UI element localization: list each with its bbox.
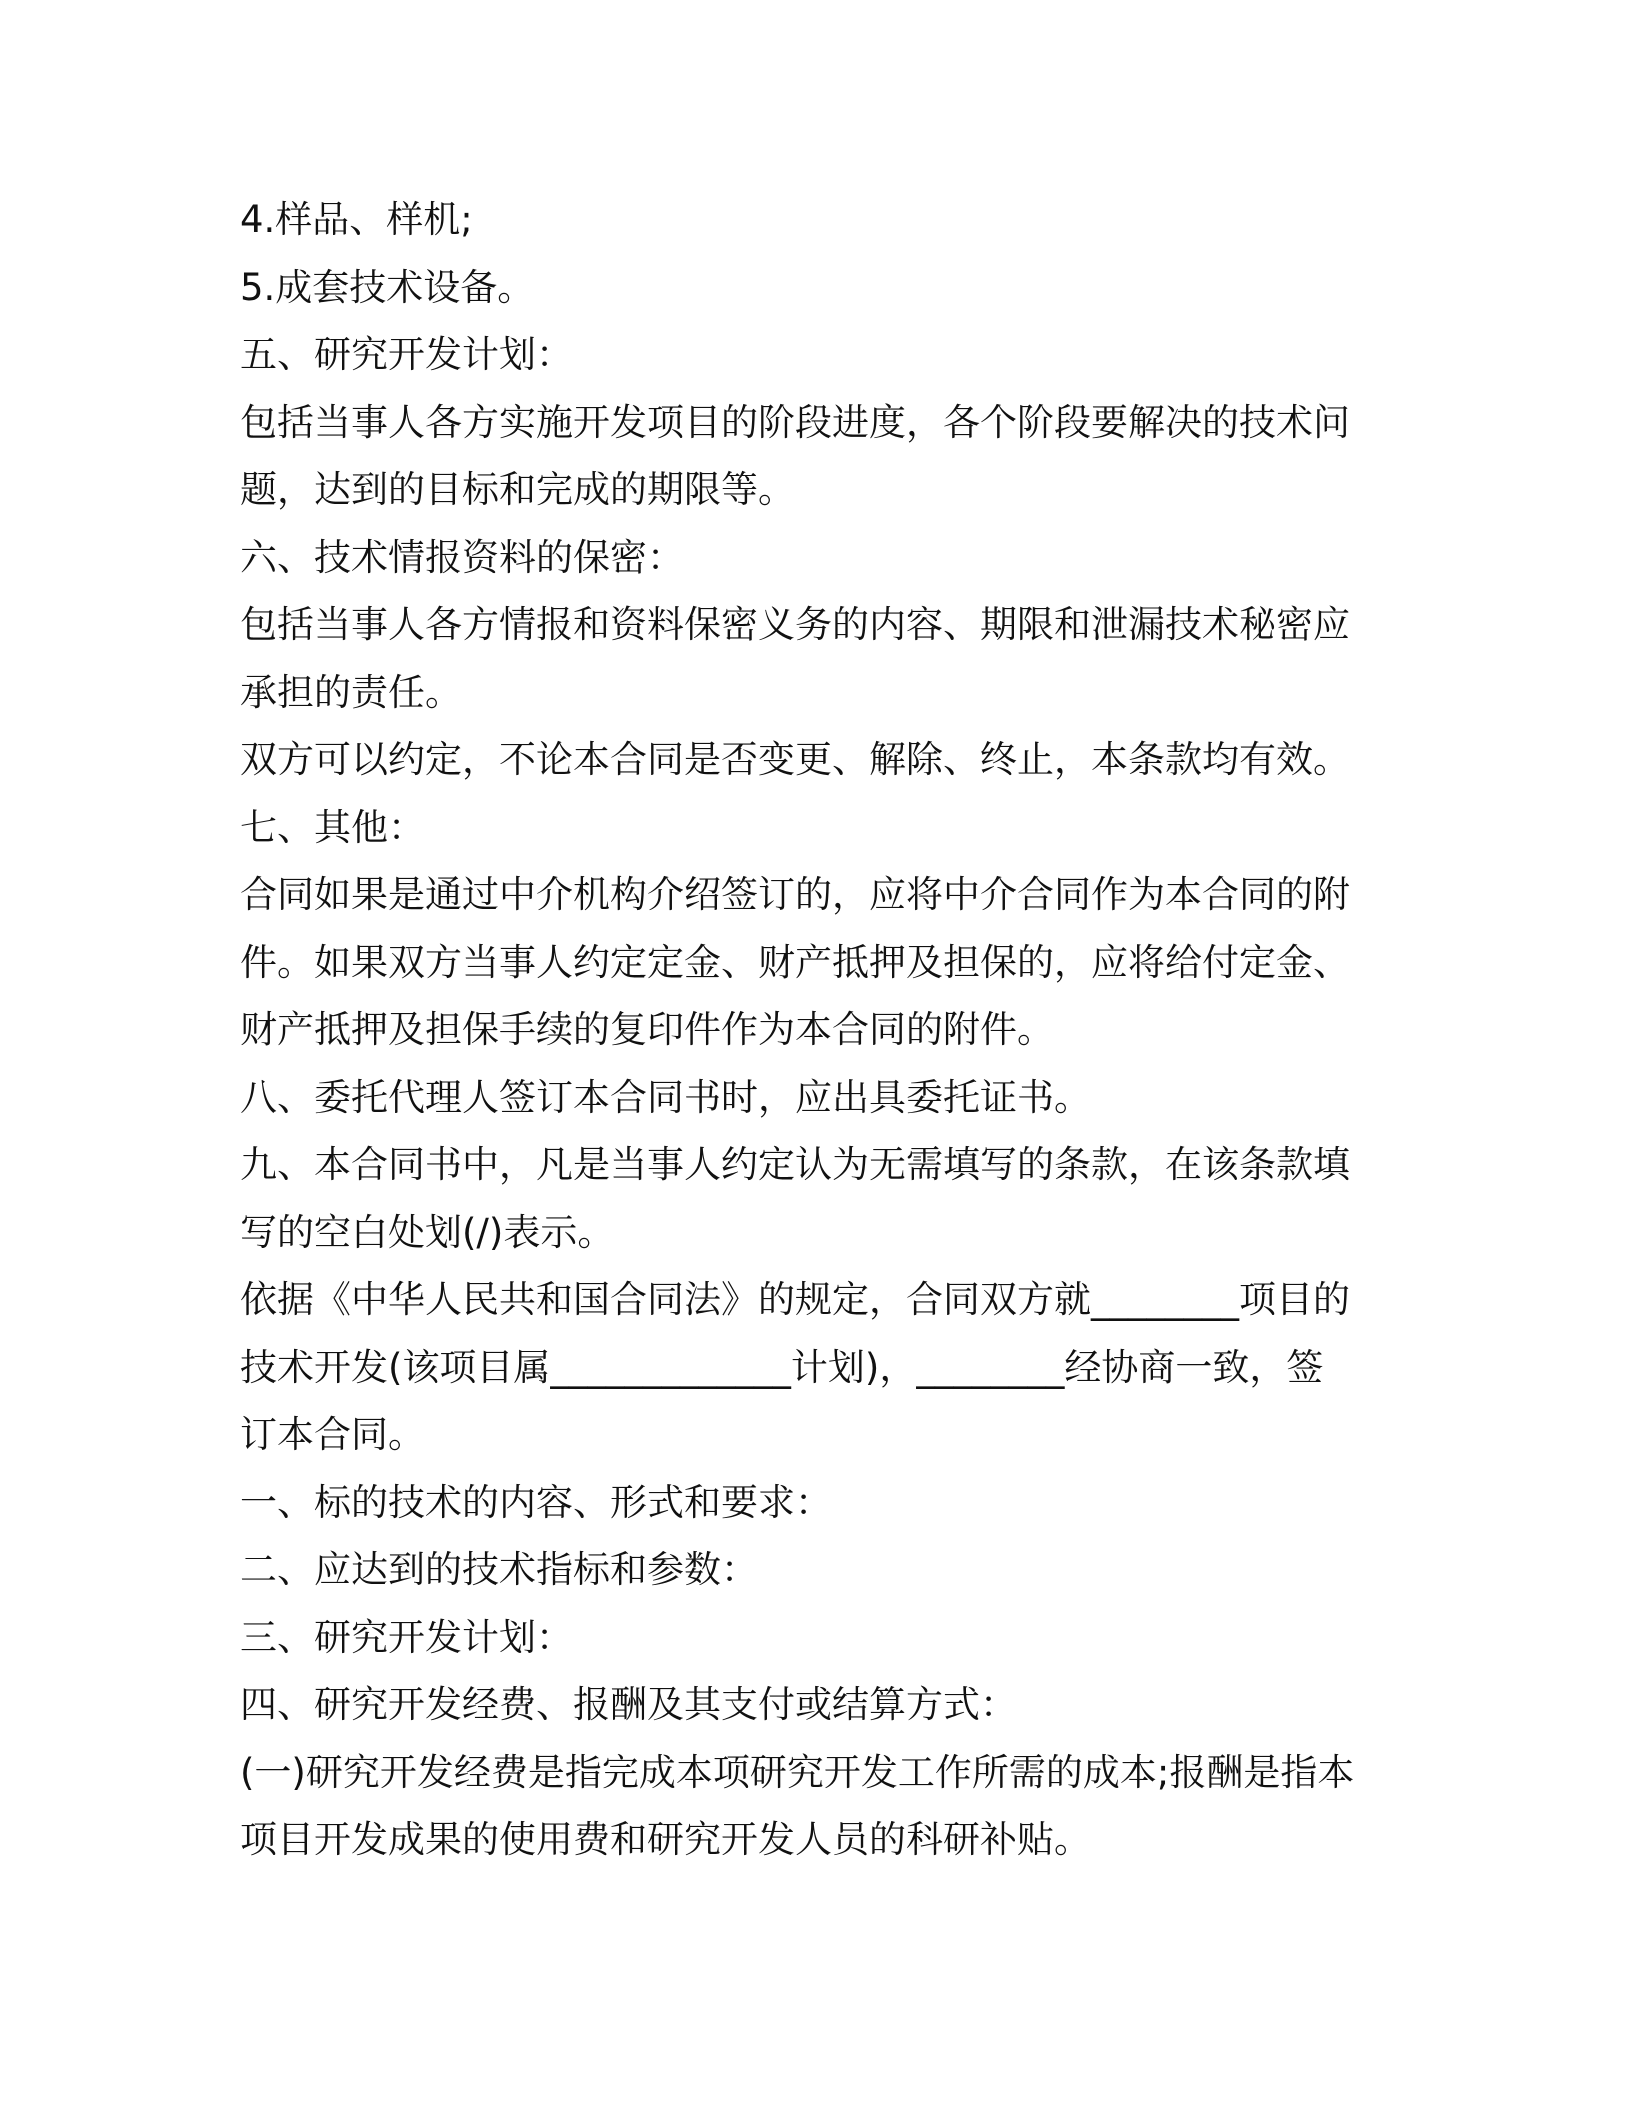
section-heading-2: 二、应达到的技术指标和参数： [240,1548,758,1591]
preamble-line: 依据《中华人民共和国合同法》的规定，合同双方就________项目的 [240,1278,1350,1321]
section-heading-6: 六、技术情报资料的保密： [240,535,684,579]
paragraph-line: 双方可以约定，不论本合同是否变更、解除、终止，本条款均有效。 [240,738,1350,781]
section-heading-7: 七、其他： [240,805,425,849]
paragraph-line: 包括当事人各方情报和资料保密义务的内容、期限和泄漏技术秘密应 [240,603,1350,646]
paragraph-line: 合同如果是通过中介机构介绍签订的，应将中介合同作为本合同的附 [240,873,1350,916]
section-heading-8: 八、委托代理人签订本合同书时，应出具委托证书。 [240,1075,1091,1119]
paragraph-line: 包括当事人各方实施开发项目的阶段进度，各个阶段要解决的技术问 [240,400,1350,444]
section-heading-9: 九、本合同书中，凡是当事人约定认为无需填写的条款，在该条款填 [240,1143,1350,1186]
section-heading-5: 五、研究开发计划： [240,333,573,376]
list-item-samples: 4.样品、样机; [240,198,473,241]
paragraph-line: 题，达到的目标和完成的期限等。 [240,468,795,511]
paragraph-line: 件。如果双方当事人约定定金、财产抵押及担保的，应将给付定金、 [240,940,1350,984]
paragraph-line: 财产抵押及担保手续的复印件作为本合同的附件。 [240,1008,1054,1051]
paragraph-line: 项目开发成果的使用费和研究开发人员的科研补贴。 [240,1818,1091,1861]
list-item-equipment: 5.成套技术设备。 [240,265,535,309]
section-heading-4: 四、研究开发经费、报酬及其支付或结算方式： [240,1683,1017,1726]
section-heading-1: 一、标的技术的内容、形式和要求： [240,1480,832,1524]
paragraph-line: 写的空白处划(/)表示。 [240,1210,615,1254]
document-body [240,186,1390,1874]
paragraph-line: 承担的责任。 [240,670,462,714]
preamble-line: 技术开发(该项目属_____________计划)，________经协商一致，签 [240,1345,1324,1389]
paragraph-line: (一)研究开发经费是指完成本项研究开发工作所需的成本;报酬是指本 [240,1750,1355,1794]
preamble-line: 订本合同。 [240,1413,425,1456]
section-heading-3: 三、研究开发计划： [240,1615,573,1659]
